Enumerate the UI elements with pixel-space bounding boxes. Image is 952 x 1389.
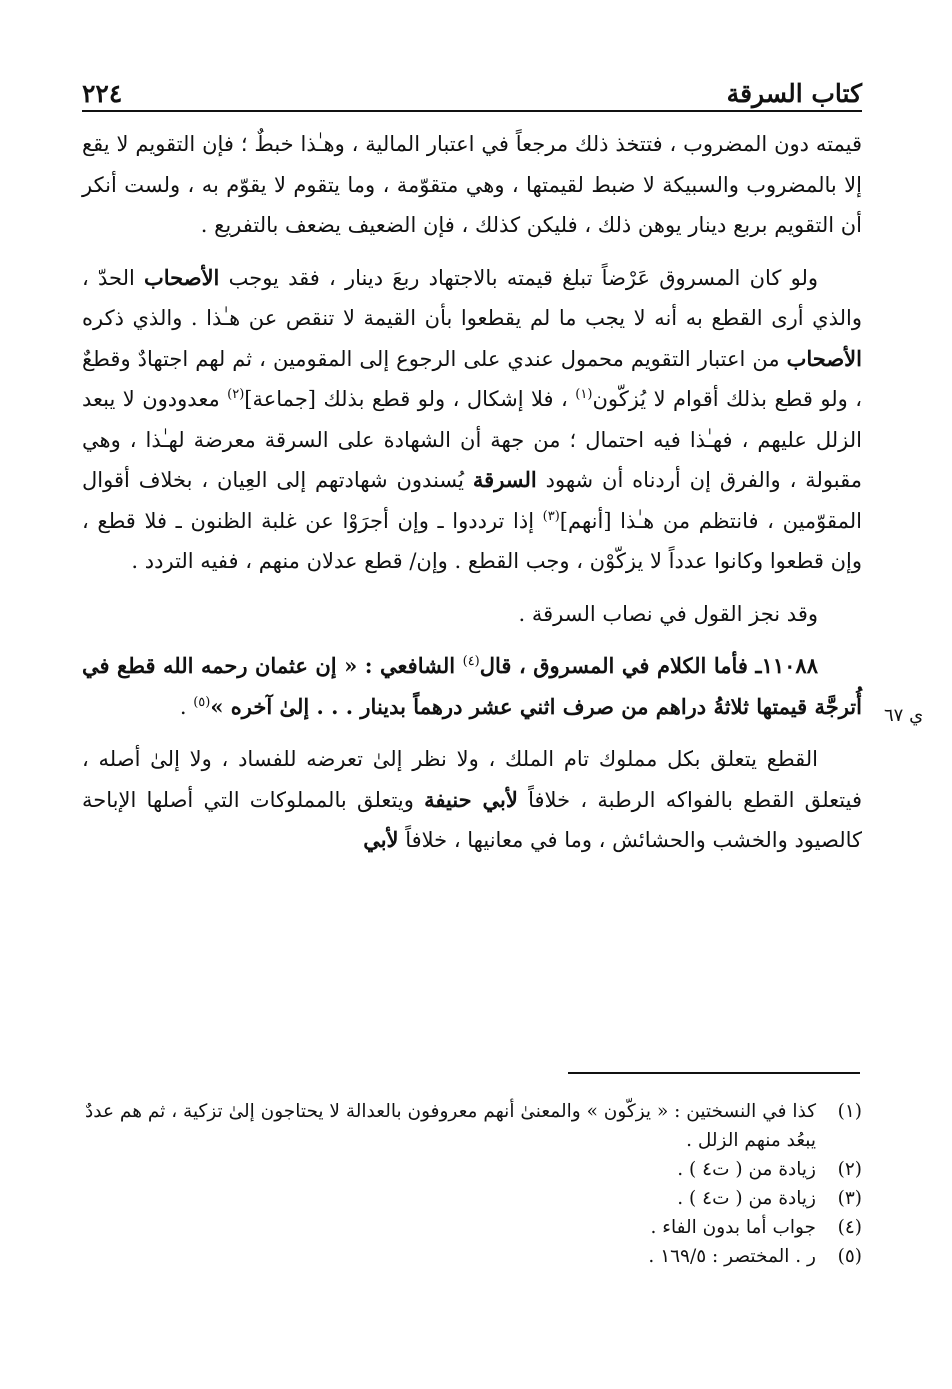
bold-term: لأبي (363, 827, 399, 852)
footnote-text: زيادة من ( ت٤ ) . (677, 1188, 816, 1209)
footnote-text: جواب أما بدون الفاء . (650, 1217, 816, 1238)
footnote-text: زيادة من ( ت٤ ) . (677, 1159, 816, 1180)
footnote-number: (١) (837, 1101, 862, 1122)
bold-term: السرقة (472, 467, 537, 492)
footnote-ref[interactable]: (٥) (193, 694, 211, 710)
footnote-number: (٤) (837, 1217, 862, 1238)
paragraph-5: القطع يتعلق بكل مملوك تام الملك ، ولا نظر إلىٰ تعرضه للفساد ، ولا إلىٰ أصله ، فيتعلق القطع بالفواكه الرطبة ، خلافاً لأبي حنيفة ويتعلق بالمملوكات التي أصلها الإباحة كالصيود والخشب والحشائش ، وما في معانيها ، خلافاً لأبي (82, 747, 862, 852)
footnote-divider (568, 1072, 860, 1074)
footnote-number: (٢) (837, 1159, 862, 1180)
footnote-ref[interactable]: (٤) (462, 654, 480, 669)
bold-term: الأصحاب (144, 264, 220, 290)
page-number: ٢٢٤ (82, 79, 123, 108)
paragraph-3: وقد نجز القول في نصاب السرقة . (518, 601, 818, 626)
footnote-ref[interactable]: (٢) (227, 387, 245, 402)
footnote-number: (٣) (837, 1188, 862, 1209)
footnote-text: ر . المختصر : ١٦٩/٥ . (648, 1246, 816, 1267)
main-text (82, 124, 862, 861)
running-header (82, 76, 862, 112)
book-title: كتاب السرقة (726, 79, 862, 108)
footnote-text: كذا في النسختين : « يزكّون » والمعنىٰ أنهم معروفون بالعدالة لا يحتاجون إلىٰ تزكية ، ثم هم عددٌ يبعُد منهم الزلل . (85, 1101, 816, 1151)
footnote-number: (٥) (837, 1246, 862, 1267)
bold-term: لأبي حنيفة (424, 786, 518, 812)
footnote-item (82, 1155, 862, 1184)
manuscript-folio-note: ي ٦٧ (884, 705, 924, 726)
paragraph-2: ولو كان المسروق عَرْضاً تبلغ قيمته بالاجتهاد ربعَ دينار ، فقد يوجب الأصحاب الحدّ ، والذي أرى القطع به أنه لا يجب ما لم يقطعوا بأن القيمة لا تنقص عن هـٰذا . والذي ذكره الأصحاب من اعتبار التقويم محمول عندي على الرجوع إلى المقومين ، ثم لهم اجتهادٌ وقطعٌ ، ولو قطع بذلك أقوام لا يُزكّون$^{(١)}$ ، فلا إشكال ، ولو قطع بذلك [جماعة]$^{(٢)}$ معدودون لا يبعد الزلل عليهم ، فهـٰذا فيه احتمال ؛ من جهة أن الشهادة على السرقة معرضة لهـٰذا ، وهي مقبولة ، والفرق إن أردناه أن شهود السرقة يُسندون شهادتهم إلى العِيان ، بخلاف أقوال المقوّمين ، فانتظم من هـٰذا [أنهم]$^{(٣)}$ إذا ترددوا ـ وإن أجرَوْا عن غلبة الظنون ـ فلا قطع ، وإن قطعوا وكانوا عدداً لا يزكّوْن ، وجب القطع . وإن/ قطع عدلان منهم ، ففيه التردد . (82, 264, 863, 573)
footnote-item (82, 1242, 862, 1271)
footnotes (82, 1097, 862, 1271)
footnote-ref[interactable]: (١) (575, 387, 593, 402)
paragraph-1: قيمته دون المضروب ، فتتخذ ذلك مرجعاً في اعتبار المالية ، وهـٰذا خبطٌ ؛ فإن التقويم لا يقع إلا بالمضروب والسبيكة لا ضبط لقيمتها ، وهي متقوّمة ، وما يتقوم لا يقوّم به ، ولست أنكر أن التقويم بربع دينار يوهن ذلك ، فليكن كذلك ، فإن الضعيف يضعف بالتفريع . (82, 132, 862, 237)
footnote-item (82, 1184, 862, 1213)
bold-term: الأصحاب (786, 345, 862, 371)
paragraph-4: ١١٠٨٨ـ فأما الكلام في المسروق ، قال$^{(٤)}$ الشافعي : « إن عثمان رحمه الله قطع في أُترجَّة قيمتها ثلاثةُ دراهم من صرف اثني عشر درهماً بدينار . . . إلىٰ آخره »$^{(٥)}$ . (82, 653, 862, 719)
footnote-item (82, 1097, 862, 1155)
footnote-item (82, 1213, 862, 1242)
footnote-ref[interactable]: (٣) (542, 508, 560, 524)
